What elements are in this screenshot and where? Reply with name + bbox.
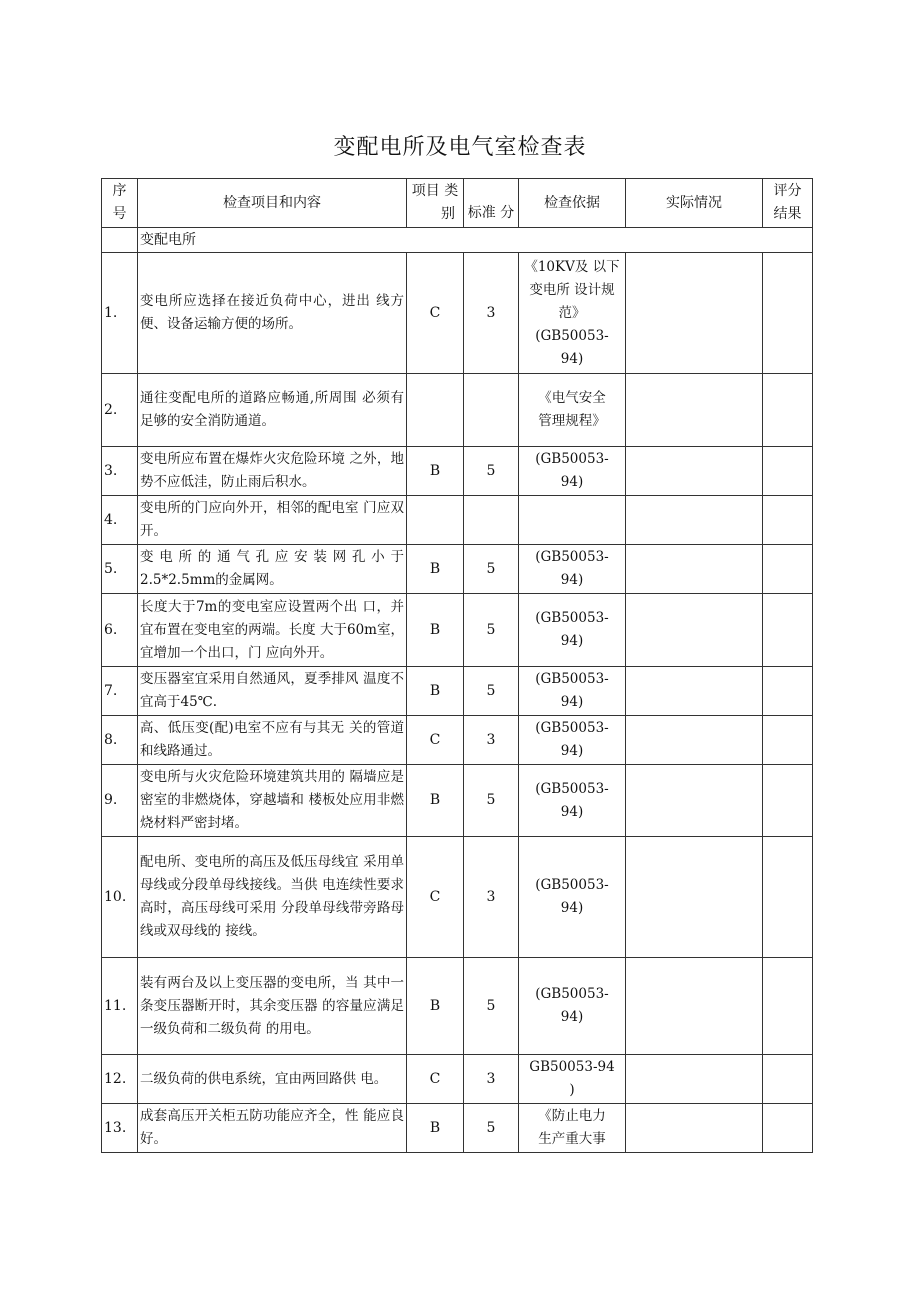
row-score: 3 [464, 253, 519, 374]
row-actual [626, 594, 763, 667]
row-actual [626, 1055, 763, 1104]
row-content: 变电所应布置在爆炸火灾危险环境 之外，地势不应低洼，防止雨后积水。 [138, 447, 407, 496]
row-content: 变电所与火灾危险环境建筑共用的 隔墙应是密室的非燃烧体，穿越墙和 楼板处应用非燃烧材料严密封堵。 [138, 765, 407, 837]
row-number: 5. [102, 545, 138, 594]
row-result [763, 496, 813, 545]
table-row [102, 765, 813, 837]
row-basis-line: GB50053-94 [529, 1059, 615, 1075]
row-basis-line: 范》 [558, 304, 586, 321]
row-basis-line: (GB50053- [535, 720, 609, 736]
header-result [763, 179, 813, 228]
page-title: 变配电所及电气室检查表 [333, 135, 587, 160]
table-row [102, 1055, 813, 1104]
row-category [407, 374, 464, 447]
header-result-line2: 结果 [773, 206, 802, 222]
row-basis [519, 716, 626, 765]
row-content: 配电所、变电所的高压及低压母线宜 采用单母线或分段单母线接线。当供 电连续性要求高时，高压母线可采用 分段单母线带旁路母线或双母线的 接线。 [138, 837, 407, 958]
table-row [102, 716, 813, 765]
table-row [102, 837, 813, 958]
header-actual: 实际情况 [626, 179, 763, 228]
row-actual [626, 667, 763, 716]
row-basis [519, 667, 626, 716]
row-result [763, 447, 813, 496]
row-basis-line: (GB50053- [535, 610, 609, 626]
row-basis [519, 545, 626, 594]
row-basis [519, 1104, 626, 1153]
header-category-line1: 项目 类 [411, 183, 459, 199]
table-row [102, 594, 813, 667]
row-content: 二级负荷的供电系统，宜由两回路供 电。 [138, 1055, 407, 1104]
header-seq-line1: 序 [112, 183, 127, 199]
row-score: 5 [464, 667, 519, 716]
row-actual [626, 447, 763, 496]
row-basis-line: 94) [560, 694, 584, 710]
row-number: 12. [102, 1055, 138, 1104]
row-score: 5 [464, 958, 519, 1055]
table-row [102, 958, 813, 1055]
row-basis [519, 1055, 626, 1104]
table-row [102, 667, 813, 716]
row-category [407, 496, 464, 545]
row-content: 装有两台及以上变压器的变电所，当 其中一条变压器断开时，其余变压器 的容量应满足一级负荷和二级负荷 的用电。 [138, 958, 407, 1055]
row-basis-line: 94) [560, 1009, 584, 1025]
row-result [763, 253, 813, 374]
row-basis-line: ) [569, 1082, 575, 1098]
row-basis-line: 94) [560, 572, 584, 588]
row-score: 3 [464, 1055, 519, 1104]
section-seq-cell [102, 228, 138, 253]
row-number: 2. [102, 374, 138, 447]
row-basis-line: 《10KV及 以下 [524, 258, 620, 275]
row-result [763, 1104, 813, 1153]
row-number: 7. [102, 667, 138, 716]
row-basis-line: (GB50053- [535, 877, 609, 893]
table-row [102, 545, 813, 594]
row-basis-line: 94) [560, 900, 584, 916]
row-basis [519, 765, 626, 837]
row-score: 5 [464, 594, 519, 667]
row-score: 5 [464, 1104, 519, 1153]
row-basis [519, 253, 626, 374]
row-score: 3 [464, 837, 519, 958]
row-basis-line: 94) [560, 803, 584, 820]
row-basis [519, 447, 626, 496]
table-row [102, 253, 813, 374]
row-basis [519, 958, 626, 1055]
table-body [102, 253, 813, 1153]
row-basis [519, 837, 626, 958]
row-result [763, 765, 813, 837]
row-result [763, 716, 813, 765]
row-score: 5 [464, 765, 519, 837]
row-category: B [407, 958, 464, 1055]
row-actual [626, 1104, 763, 1153]
row-basis-line: (GB50053- [535, 327, 609, 344]
row-result [763, 1055, 813, 1104]
row-content: 变压器室宜采用自然通风，夏季排风 温度不宜高于45℃. [138, 667, 407, 716]
row-basis-line: 94) [560, 474, 584, 490]
row-score: 3 [464, 716, 519, 765]
row-category: B [407, 447, 464, 496]
row-result [763, 837, 813, 958]
row-basis-line: 《防止电力 [538, 1108, 606, 1124]
row-basis [519, 496, 626, 545]
row-content: 变电所应选择在接近负荷中心，进出 线方便、设备运输方便的场所。 [138, 253, 407, 374]
row-basis-line: 94) [560, 350, 584, 367]
table-row [102, 496, 813, 545]
row-basis-line: 管理规程》 [538, 413, 606, 429]
row-content: 变电所的通气孔应安装网孔小于 2.5*2.5mm的金属网。 [138, 545, 407, 594]
table-row [102, 374, 813, 447]
row-basis-line: 变电所 设计规 [529, 281, 615, 298]
row-number: 9. [102, 765, 138, 837]
row-actual [626, 958, 763, 1055]
header-basis: 检查依据 [519, 179, 626, 228]
row-actual [626, 374, 763, 447]
section-label: 变配电所 [138, 228, 813, 253]
row-category: C [407, 253, 464, 374]
row-number: 1. [102, 253, 138, 374]
row-number: 3. [102, 447, 138, 496]
row-result [763, 667, 813, 716]
header-row [102, 179, 813, 228]
row-score: 5 [464, 447, 519, 496]
header-seq [102, 179, 138, 228]
header-score: 标准 分 [464, 179, 519, 228]
row-basis-line: (GB50053- [535, 451, 609, 467]
section-row [102, 228, 813, 253]
row-actual [626, 716, 763, 765]
row-category: B [407, 667, 464, 716]
row-content: 长度大于7m的变电室应设置两个出 口，并宜布置在变电室的两端。长度 大于60m室，宜增加一个出口，门 应向外开。 [138, 594, 407, 667]
row-number: 8. [102, 716, 138, 765]
header-category-line2: 别 [441, 206, 455, 222]
row-basis-line: (GB50053- [535, 549, 609, 565]
row-category: C [407, 1055, 464, 1104]
row-score [464, 374, 519, 447]
row-actual [626, 496, 763, 545]
row-category: B [407, 594, 464, 667]
row-basis [519, 594, 626, 667]
row-actual [626, 253, 763, 374]
row-number: 4. [102, 496, 138, 545]
row-basis [519, 374, 626, 447]
row-category: C [407, 837, 464, 958]
row-result [763, 594, 813, 667]
row-category: C [407, 716, 464, 765]
row-content: 成套高压开关柜五防功能应齐全，性 能应良好。 [138, 1104, 407, 1153]
row-result [763, 374, 813, 447]
row-result [763, 545, 813, 594]
row-number: 10. [102, 837, 138, 958]
row-content: 通往变配电所的道路应畅通,所周围 必须有足够的安全消防通道。 [138, 374, 407, 447]
row-number: 13. [102, 1104, 138, 1153]
row-basis-line: 94) [560, 633, 584, 649]
row-score: 5 [464, 545, 519, 594]
row-actual [626, 765, 763, 837]
row-actual [626, 545, 763, 594]
row-content: 高、低压变(配)电室不应有与其无 关的管道和线路通过。 [138, 716, 407, 765]
row-category: B [407, 545, 464, 594]
row-number: 6. [102, 594, 138, 667]
header-item: 检查项目和内容 [138, 179, 407, 228]
header-result-line1: 评分 [773, 183, 802, 199]
row-basis-line: (GB50053- [535, 986, 609, 1002]
inspection-table [101, 178, 813, 1153]
row-result [763, 958, 813, 1055]
row-category: B [407, 1104, 464, 1153]
row-basis-line: (GB50053- [535, 780, 609, 797]
row-category: B [407, 765, 464, 837]
row-number: 11. [102, 958, 138, 1055]
header-category [407, 179, 464, 228]
header-seq-line2: 号 [112, 206, 127, 222]
row-content: 变电所的门应向外开，相邻的配电室 门应双开。 [138, 496, 407, 545]
row-basis-line: (GB50053- [535, 671, 609, 687]
row-basis-line: 《电气安全 [538, 390, 606, 406]
table-row [102, 1104, 813, 1153]
row-basis-line: 生产重大事 [538, 1131, 606, 1147]
table-row [102, 447, 813, 496]
row-basis-line: 94) [560, 743, 584, 759]
row-score [464, 496, 519, 545]
row-actual [626, 837, 763, 958]
